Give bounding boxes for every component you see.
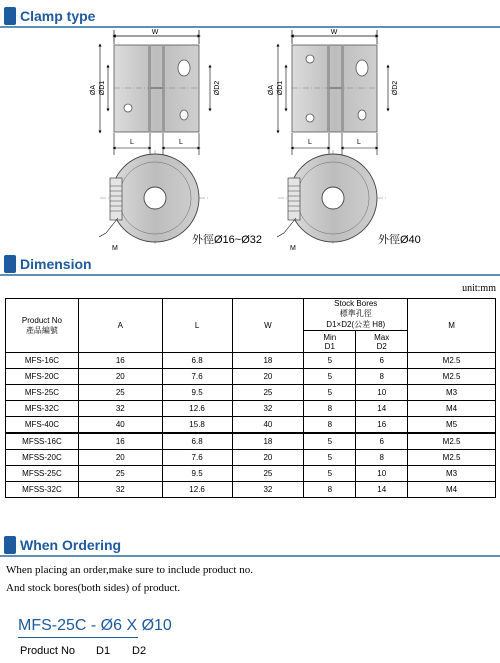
cell-l: 6.8 <box>162 433 232 450</box>
cell-w: 20 <box>232 369 304 385</box>
table-row <box>6 353 496 369</box>
caption-left: 外徑Ø16~Ø32 <box>192 234 263 246</box>
cell-w: 20 <box>232 450 304 466</box>
cell-d1: 5 <box>304 385 356 401</box>
header-l: L <box>162 299 232 353</box>
header-a: A <box>78 299 162 353</box>
cell-m: M2.5 <box>408 353 496 369</box>
table-row <box>6 369 496 385</box>
cell-d1: 5 <box>304 369 356 385</box>
dim-w-right: W <box>330 29 338 36</box>
cell-m: M2.5 <box>408 433 496 450</box>
cell-l: 7.6 <box>162 450 232 466</box>
label-d2: D2 <box>132 645 147 657</box>
cell-product: MFSS-16C <box>6 433 79 450</box>
cell-d2: 6 <box>356 353 408 369</box>
dim-l2-left: L <box>179 139 183 146</box>
header-d1-label: D1 <box>324 341 335 351</box>
cell-product: MFSS-25C <box>6 466 79 482</box>
cell-d1: 5 <box>304 450 356 466</box>
section-rule <box>0 274 500 276</box>
cell-d2: 10 <box>356 385 408 401</box>
cell-w: 40 <box>232 417 304 434</box>
header-stock-bores <box>304 299 408 331</box>
section-title-when-ordering: When Ordering <box>20 537 122 553</box>
cell-a: 25 <box>78 385 162 401</box>
cell-w: 32 <box>232 482 304 498</box>
dim-l2-right: L <box>357 139 361 146</box>
cell-a: 20 <box>78 450 162 466</box>
cell-a: 16 <box>78 433 162 450</box>
cell-product: MFS-20C <box>6 369 79 385</box>
cell-l: 7.6 <box>162 369 232 385</box>
dim-l1-right: L <box>308 139 312 146</box>
cell-m: M2.5 <box>408 369 496 385</box>
ordering-line-2: And stock bores(both sides) of product. <box>6 582 181 594</box>
cell-l: 12.6 <box>162 401 232 417</box>
dim-d1-left: ØD1 <box>99 80 106 96</box>
header-max <box>356 331 408 353</box>
unit-label: unit:mm <box>462 283 496 294</box>
table-row <box>6 482 496 498</box>
table-row <box>6 401 496 417</box>
table-row <box>6 450 496 466</box>
caption-right: 外徑Ø40 <box>378 234 421 246</box>
dim-m-right: M <box>290 245 296 252</box>
cell-w: 25 <box>232 385 304 401</box>
table-row <box>6 417 496 434</box>
header-w: W <box>232 299 304 353</box>
header-min <box>304 331 356 353</box>
cell-d2: 8 <box>356 369 408 385</box>
header-max-label: Max <box>374 332 390 342</box>
cell-d2: 8 <box>356 450 408 466</box>
section-title-clamp-type: Clamp type <box>20 8 96 24</box>
dim-a-left: ØA <box>90 84 97 96</box>
cell-a: 32 <box>78 401 162 417</box>
header-stock-cn: 標準孔徑 <box>339 309 372 318</box>
cell-d1: 5 <box>304 466 356 482</box>
section-title-dimension: Dimension <box>20 256 92 272</box>
cell-m: M3 <box>408 385 496 401</box>
header-stock-tol: D1×D2(公差 H8) <box>326 320 386 329</box>
cell-product: MFS-40C <box>6 417 79 434</box>
label-product-no: Product No <box>20 645 76 657</box>
cell-d1: 8 <box>304 401 356 417</box>
table-row <box>6 466 496 482</box>
cell-a: 16 <box>78 353 162 369</box>
section-marker <box>4 7 16 25</box>
header-d2-label: D2 <box>376 341 387 351</box>
cell-d2: 10 <box>356 466 408 482</box>
clamp-drawings <box>0 28 500 254</box>
cell-l: 6.8 <box>162 353 232 369</box>
dim-w-left: W <box>151 29 159 36</box>
cell-m: M4 <box>408 482 496 498</box>
dim-l1-left: L <box>130 139 134 146</box>
header-product <box>6 299 79 353</box>
cell-d1: 5 <box>304 353 356 369</box>
cell-a: 20 <box>78 369 162 385</box>
cell-product: MFS-25C <box>6 385 79 401</box>
dim-m-left: M <box>112 245 118 252</box>
side-view-left <box>90 29 221 155</box>
section-rule <box>0 555 500 557</box>
cell-product: MFSS-32C <box>6 482 79 498</box>
cell-w: 18 <box>232 353 304 369</box>
cell-product: MFSS-20C <box>6 450 79 466</box>
order-example-underline <box>18 637 138 638</box>
cell-a: 32 <box>78 482 162 498</box>
side-view-right <box>268 29 399 155</box>
dim-d1-right: ØD1 <box>277 80 284 96</box>
cell-a: 40 <box>78 417 162 434</box>
table-row <box>6 433 496 450</box>
cell-d1: 5 <box>304 433 356 450</box>
section-marker <box>4 536 16 554</box>
dim-a-right: ØA <box>268 84 275 96</box>
header-min-label: Min <box>323 332 337 342</box>
cell-l: 12.6 <box>162 482 232 498</box>
cell-w: 18 <box>232 433 304 450</box>
cell-w: 32 <box>232 401 304 417</box>
cell-a: 25 <box>78 466 162 482</box>
cell-d2: 16 <box>356 417 408 434</box>
cell-d2: 6 <box>356 433 408 450</box>
cell-m: M5 <box>408 417 496 434</box>
cell-l: 9.5 <box>162 466 232 482</box>
label-d1: D1 <box>96 645 111 657</box>
cell-d1: 8 <box>304 417 356 434</box>
cell-w: 25 <box>232 466 304 482</box>
cell-product: MFS-32C <box>6 401 79 417</box>
ordering-line-1: When placing an order,make sure to include product no. <box>6 564 253 576</box>
cell-m: M4 <box>408 401 496 417</box>
dim-d2-left: ØD2 <box>214 80 221 96</box>
header-stock-en: Stock Bores <box>334 299 378 308</box>
cell-d1: 8 <box>304 482 356 498</box>
cell-m: M3 <box>408 466 496 482</box>
cell-product: MFS-16C <box>6 353 79 369</box>
dim-d2-right: ØD2 <box>392 80 399 96</box>
dimension-table <box>5 298 496 498</box>
header-product-en: Product No <box>21 315 62 325</box>
cell-m: M2.5 <box>408 450 496 466</box>
cell-l: 9.5 <box>162 385 232 401</box>
header-m: M <box>408 299 496 353</box>
table-row <box>6 385 496 401</box>
cell-l: 15.8 <box>162 417 232 434</box>
section-marker <box>4 255 16 273</box>
order-example: MFS-25C - Ø6 X Ø10 <box>18 617 172 634</box>
front-view-right <box>277 150 388 252</box>
header-product-cn: 產品編號 <box>25 325 58 335</box>
cell-d2: 14 <box>356 482 408 498</box>
cell-d2: 14 <box>356 401 408 417</box>
